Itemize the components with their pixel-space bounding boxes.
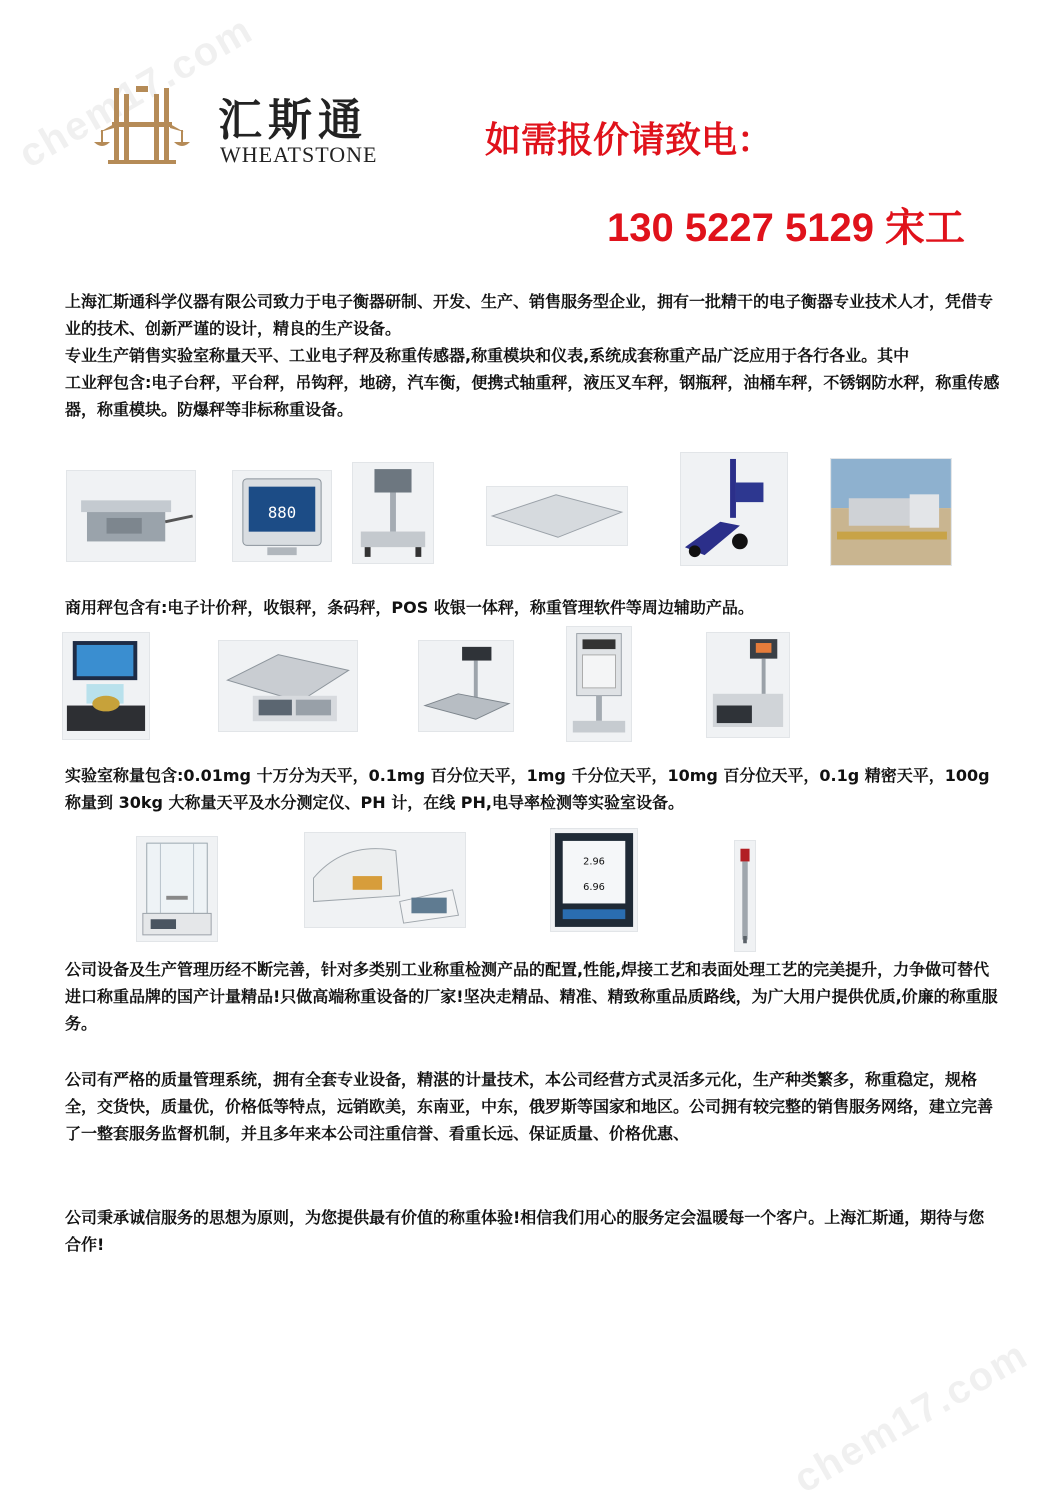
ph-electrode-image	[734, 840, 756, 952]
management-paragraph: 公司设备及生产管理历经不断完善，针对多类别工业称重检测产品的配置,性能,焊接工艺和表面处理工艺的完美提升，力争做可替代进口称重品牌的国产计量精品!只做高端称重设备的厂家!坚决走精品、精准、精致称重品质路线，为广大用户提供优质,价廉的称重服务。	[65, 960, 998, 1033]
brand-name-en: WHEATSTONE	[220, 142, 378, 167]
intro-line-2: 专业生产销售实验室称量天平、工业电子秤及称重传感器,称重模块和仪表,系统成套称重产品广泛应用于各行各业。其中	[65, 346, 910, 365]
ph-transmitter-image	[550, 828, 638, 932]
pallet-truck-scale-image	[680, 452, 788, 566]
watermark-top: chem17.com	[11, 7, 261, 177]
price-computing-scale-image	[218, 640, 358, 732]
contact-phone: 130 5227 5129 宋工	[607, 206, 966, 250]
analytical-balance-image	[136, 836, 218, 942]
truck-scale-image	[830, 458, 952, 566]
intro-line-1: 上海汇斯通科学仪器有限公司致力于电子衡器研制、开发、生产、销售服务型企业，拥有一批精干的电子衡器专业技术人才，凭借专业的技术、创新严谨的设计，精良的生产设备。	[65, 292, 994, 338]
indicator-display-value: 880	[267, 502, 297, 522]
pole-scale-image	[418, 640, 514, 732]
load-cell-module-image	[66, 470, 196, 562]
moisture-analyzer-image	[304, 832, 466, 928]
barcode-scale-image	[706, 632, 790, 738]
ph-reading-2: 6.96	[583, 881, 605, 893]
label-printing-scale-image	[566, 626, 632, 742]
quote-heading: 如需报价请致电：	[485, 120, 774, 161]
floor-scale-image	[486, 486, 628, 546]
intro-paragraph	[65, 288, 1000, 423]
commercial-paragraph: 商用秤包含有:电子计价秤，收银秤，条码秤，POS 收银一体秤，称重管理软件等周边辅助产品。	[65, 598, 754, 617]
closing-paragraph: 公司秉承诚信服务的思想为原则，为您提供最有价值的称重体验!相信我们用心的服务定会温暖每一个客户。上海汇斯通，期待与您合作!	[65, 1208, 985, 1254]
brand-name-cn: 汇斯通	[218, 95, 368, 146]
ph-reading-1: 2.96	[583, 856, 605, 868]
weighing-indicator-image	[232, 470, 332, 562]
quality-paragraph: 公司有严格的质量管理系统，拥有全套专业设备，精湛的计量技术，本公司经营方式灵活多元化，生产种类繁多，称重稳定，规格全，交货快，质量优，价格低等特点，远销欧美，东南亚，中东，俄罗斯等国家和地区。公司拥有较完整的销售服务网络，建立完善了一整套服务监督机制，并且多年来本公司注重信誉、看重长远、保证质量、价格优惠、	[65, 1070, 994, 1143]
pos-scale-image	[62, 632, 150, 740]
bench-scale-image	[352, 462, 434, 564]
watermark-bottom: chem17.com	[786, 1332, 1036, 1502]
intro-line-3: 工业秤包含:电子台秤，平台秤，吊钩秤，地磅，汽车衡，便携式轴重秤，液压叉车秤，钢瓶秤，油桶车秤，不锈钢防水秤，称重传感器，称重模块。防爆秤等非标称重设备。	[65, 373, 1000, 419]
lab-paragraph: 实验室称量包含:0.01mg 十万分为天平，0.1mg 百分位天平，1mg 千分位天平，10mg 百分位天平，0.1g 精密天平，100g 称量到 30kg 大称量天平及水分测定仪、PH 计，在线 PH,电导率检测等实验室设备。	[65, 766, 990, 812]
